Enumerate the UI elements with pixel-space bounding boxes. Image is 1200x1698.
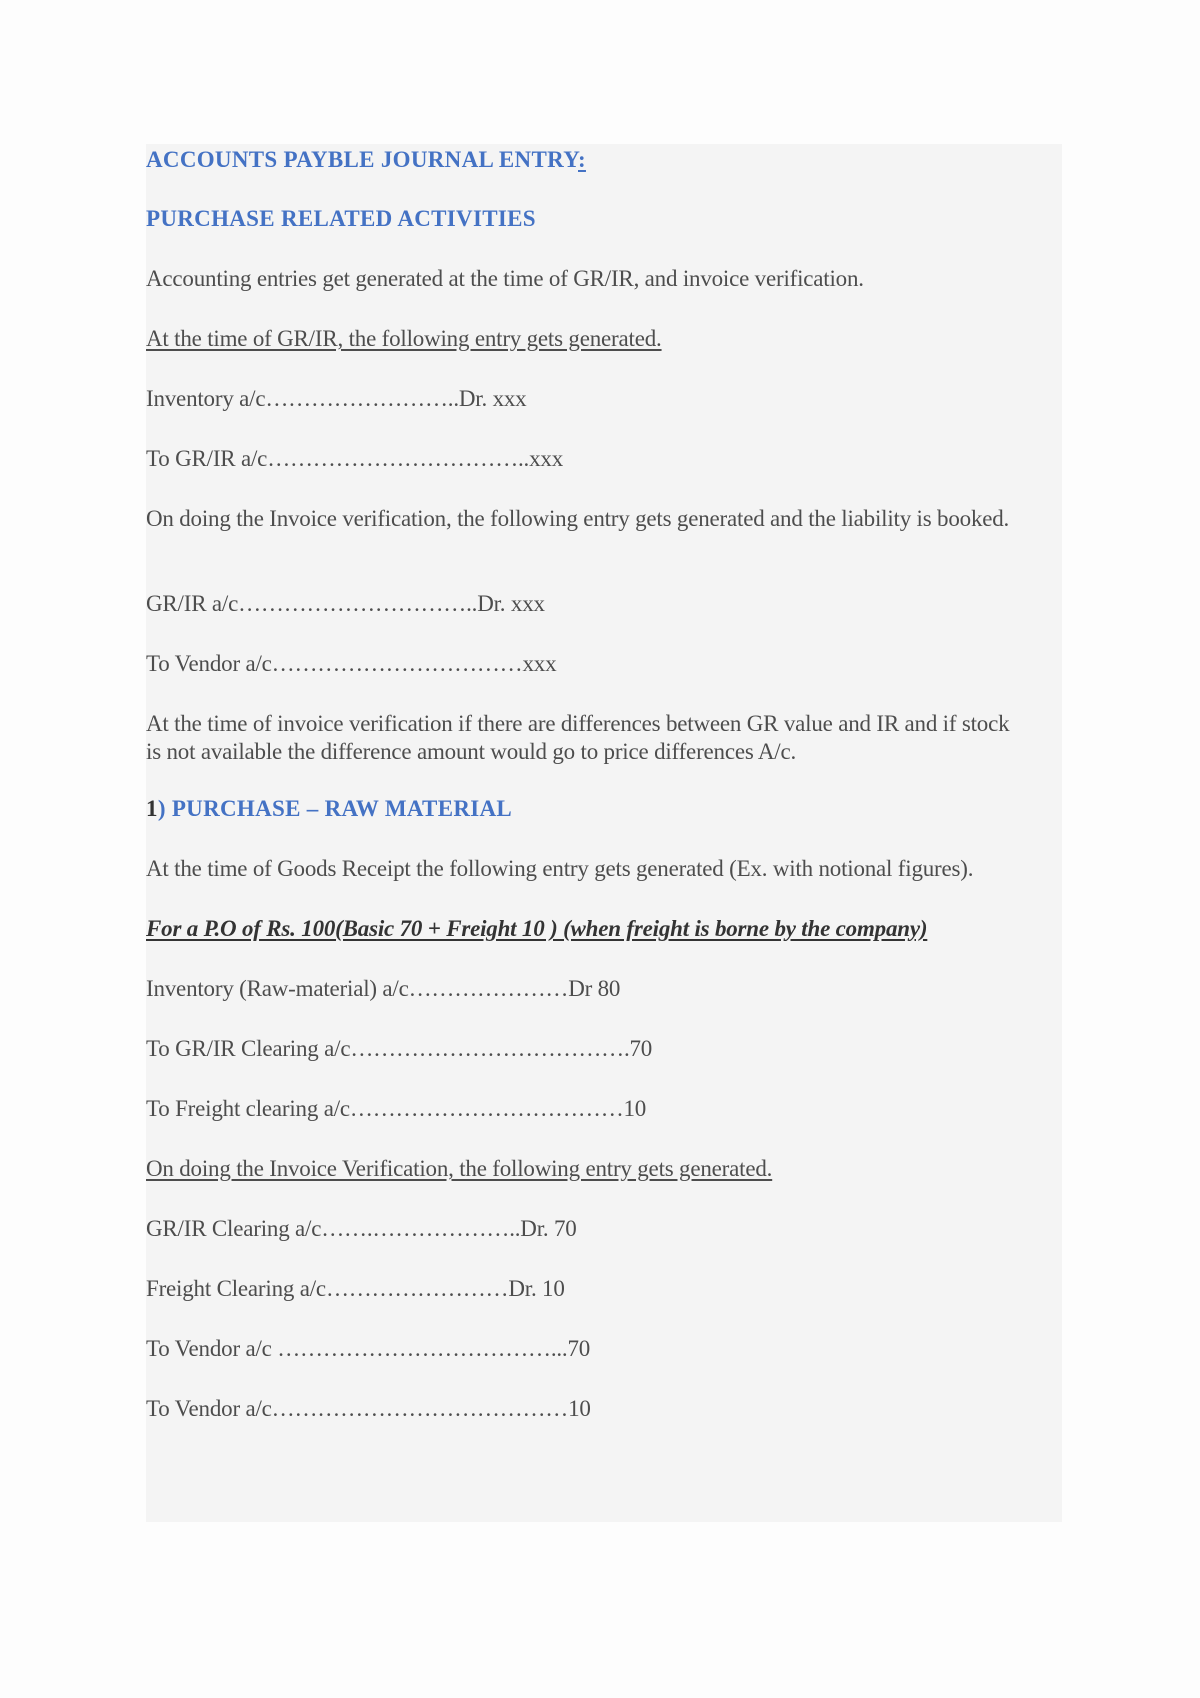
journal-entry-line: To GR/IR Clearing a/c……………………………….70 (146, 1036, 653, 1061)
journal-entry-line: To GR/IR a/c……………………………..xxx (146, 446, 563, 471)
journal-entry-line: To Freight clearing a/c………………………………10 (146, 1096, 647, 1121)
invoice-verification-subheading: On doing the Invoice Verification, the following entry gets generated. (146, 1156, 773, 1181)
journal-entry-line: Inventory (Raw-material) a/c…………………Dr 80 (146, 976, 621, 1001)
journal-entry-line: To Vendor a/c……………………………xxx (146, 651, 557, 676)
journal-entry-line: Inventory a/c……………………..Dr. xxx (146, 386, 527, 411)
invoice-verification-paragraph: On doing the Invoice verification, the following entry gets generated and the liability is booked. (146, 506, 1010, 531)
grir-subheading: At the time of GR/IR, the following entry gets generated. (146, 326, 662, 351)
po-example-heading: For a P.O of Rs. 100(Basic 70 + Freight 10 ) (when freight is borne by the company) (146, 916, 928, 941)
journal-entry-line: GR/IR a/c…………………………..Dr. xxx (146, 591, 545, 616)
journal-entry-line: Freight Clearing a/c……………………Dr. 10 (146, 1276, 565, 1301)
difference-note-paragraph: At the time of invoice verification if there are differences between GR value and IR and if stock is not available the difference amount would go to price differences A/c. (146, 711, 1010, 764)
raw-material-heading: 1) PURCHASE – RAW MATERIAL (146, 796, 513, 821)
intro-paragraph: Accounting entries get generated at the time of GR/IR, and invoice verification. (146, 266, 864, 291)
journal-entry-line: To Vendor a/c ………………………………...70 (146, 1336, 591, 1361)
document-content (146, 144, 1062, 1522)
section-heading: PURCHASE RELATED ACTIVITIES (146, 206, 536, 231)
journal-entry-line: To Vendor a/c…………………………………10 (146, 1396, 591, 1421)
document-title: ACCOUNTS PAYBLE JOURNAL ENTRY: (146, 147, 586, 172)
goods-receipt-intro: At the time of Goods Receipt the following entry gets generated (Ex. with notional figures). (146, 856, 974, 881)
journal-entry-line: GR/IR Clearing a/c…….………………..Dr. 70 (146, 1216, 577, 1241)
